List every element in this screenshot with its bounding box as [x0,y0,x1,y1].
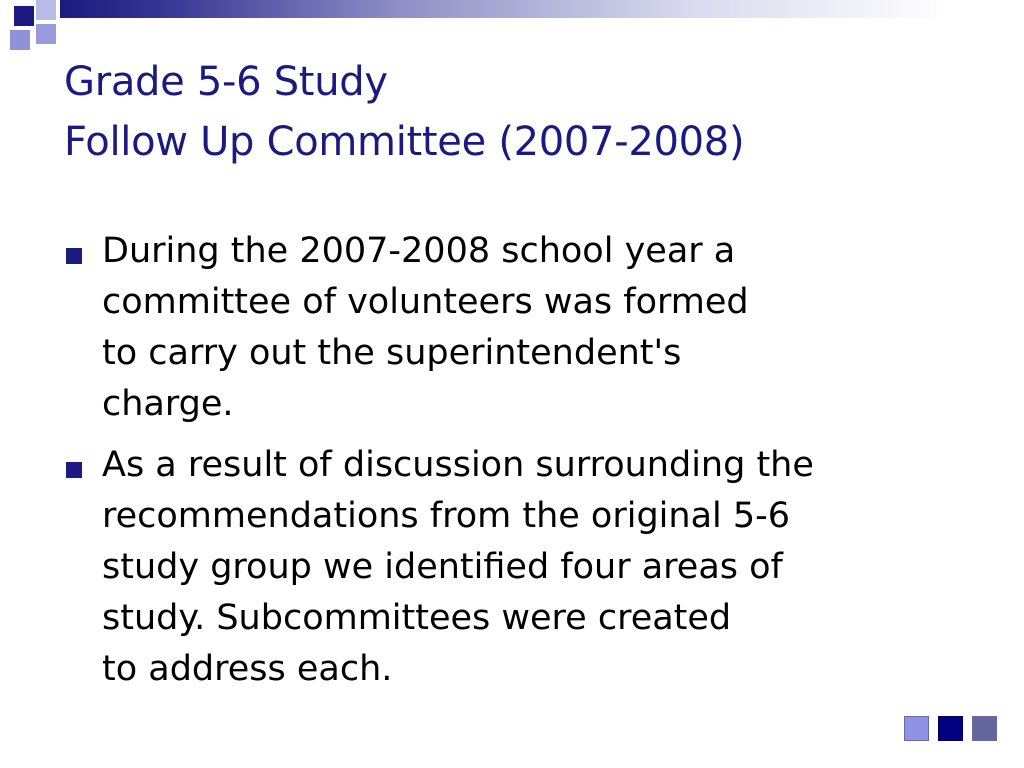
square-block-icon [36,0,56,20]
square-block-icon [938,716,963,741]
corner-decoration [0,0,70,62]
square-block-icon [36,24,56,44]
bullet-list [66,226,966,705]
title-line-1: Grade 5-6 Study [64,59,388,105]
footer-decoration [904,716,1000,744]
square-bullet-icon [66,462,82,478]
header-bar-mask [60,18,1024,46]
square-block-icon [972,716,997,741]
square-block-icon [904,716,929,741]
square-block-icon [10,30,30,50]
slide-title [64,52,744,172]
bullet-item [66,226,966,430]
bullet-text: As a result of discussion surrounding the recommendations from the original 5-6 study group we identified four areas of study. Subcommittees were created to address each. [102,445,814,689]
title-line-2: Follow Up Committee (2007-2008) [64,119,745,165]
bullet-item [66,440,966,695]
square-bullet-icon [66,248,82,264]
bullet-text: During the 2007-2008 school year a committee of volunteers was formed to carry out the superintendent's charge. [102,231,749,424]
square-block-icon [14,6,34,26]
